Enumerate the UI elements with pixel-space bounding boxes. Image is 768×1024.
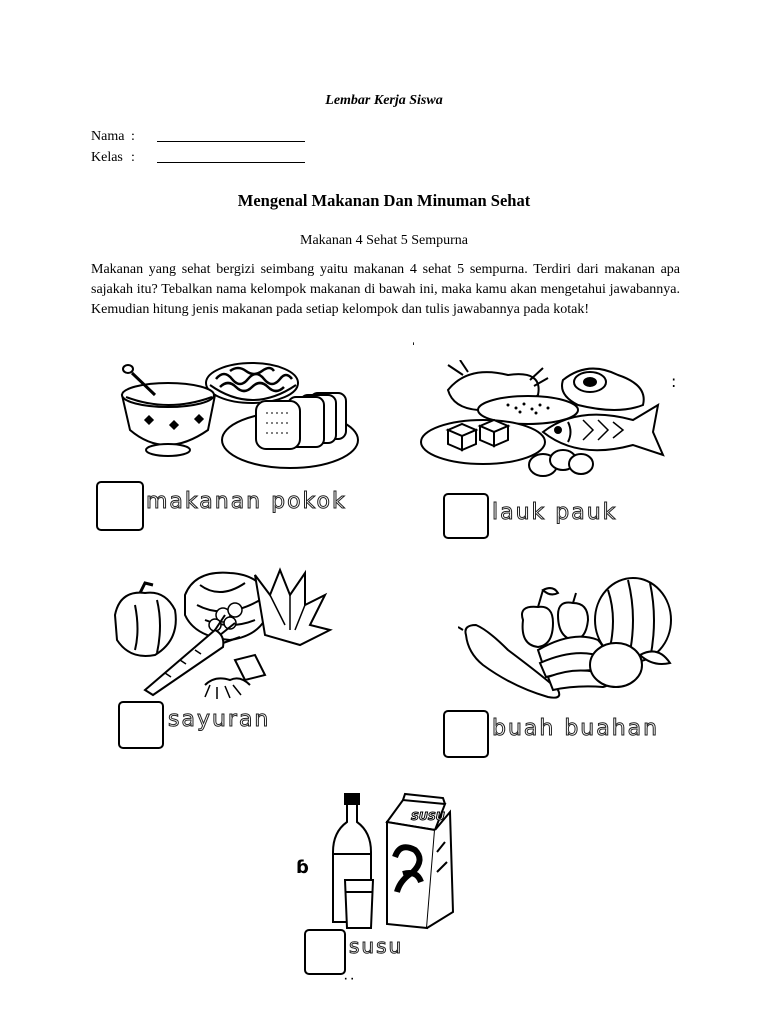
stray-mark: ˈ <box>412 342 416 353</box>
vegetables-answer-box[interactable] <box>118 701 164 749</box>
staple-food-illustration <box>110 355 360 480</box>
stray-mark: ɓ <box>296 857 309 878</box>
vegetables-illustration <box>105 565 335 705</box>
name-field-row <box>91 129 305 145</box>
milk-answer-box[interactable] <box>304 929 346 975</box>
vegetables-trace-label: sayuran <box>168 707 271 732</box>
stray-mark: : <box>671 372 677 391</box>
fruits-answer-box[interactable] <box>443 710 489 758</box>
worksheet-header-title: Lembar Kerja Siswa <box>325 93 443 108</box>
class-field-line[interactable] <box>157 150 305 163</box>
milk-illustration <box>325 792 460 932</box>
name-field-colon: : <box>131 129 135 144</box>
name-field-line[interactable] <box>157 129 305 142</box>
name-field-label: Nama <box>91 129 125 144</box>
fruits-illustration <box>458 575 678 705</box>
staple-food-answer-box[interactable] <box>96 481 144 531</box>
milk-carton-text: SUSU <box>411 810 445 823</box>
class-field-label: Kelas <box>91 150 123 165</box>
main-title: Mengenal Makanan Dan Minuman Sehat <box>237 191 531 210</box>
protein-food-illustration <box>418 360 676 488</box>
instructions-paragraph: Makanan yang sehat bergizi seimbang yaitu makanan 4 sehat 5 sempurna. Terdiri dari makanan apa sajakah itu? Tebalkan nama kelompok makanan di bawah ini, maka kamu akan mengetahui jawabannya. Kemudian hitung jenis makanan pada setiap kelompok dan tulis jawabannya pada kotak! <box>91 262 680 317</box>
stray-mark: · · <box>344 975 354 985</box>
subtitle: Makanan 4 Sehat 5 Sempurna <box>300 233 468 248</box>
class-field-colon: : <box>131 150 135 165</box>
protein-food-trace-label: lauk pauk <box>492 500 618 525</box>
class-field-row <box>91 150 305 166</box>
staple-food-trace-label: makanan pokok <box>146 489 347 514</box>
fruits-trace-label: buah buahan <box>492 716 660 741</box>
milk-trace-label: susu <box>349 934 404 958</box>
protein-food-answer-box[interactable] <box>443 493 489 539</box>
